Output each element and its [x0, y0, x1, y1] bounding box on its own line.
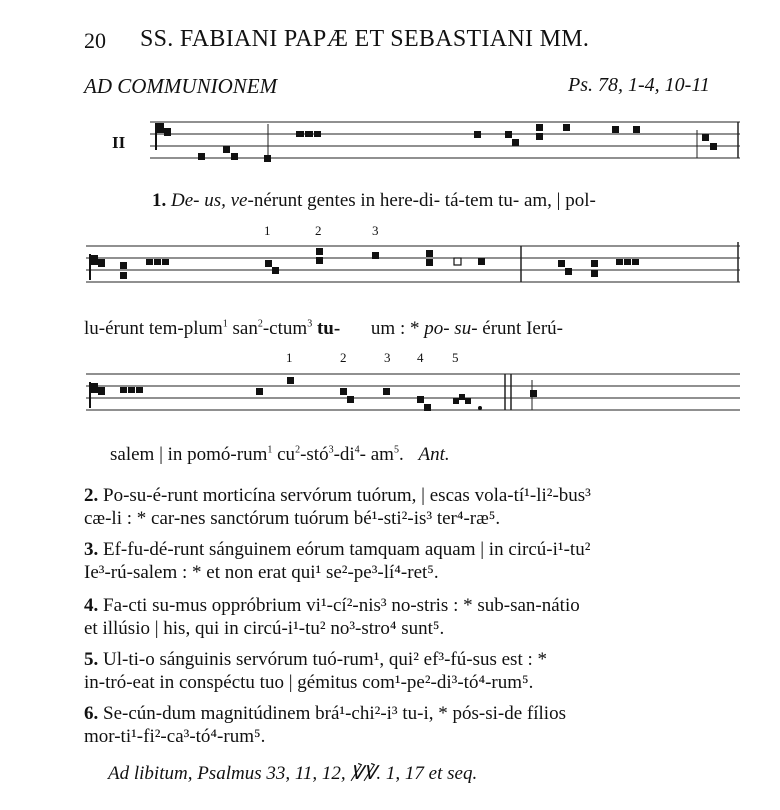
chant-text-b: cu — [272, 444, 296, 465]
marker-line2-1: 1 — [286, 350, 293, 365]
chant-text-d: tu- — [312, 318, 341, 339]
verse-number: 6. — [84, 703, 99, 724]
verse-6 — [84, 702, 734, 748]
chant-text-d: -di — [333, 444, 355, 465]
sup-1: 1 — [222, 318, 228, 330]
sup-2: 2 — [295, 444, 301, 456]
verse-3 — [84, 538, 734, 584]
incipit: De- us, ve- — [171, 190, 254, 211]
chant-text-c: -ctum — [262, 318, 308, 339]
psalm-reference: Ps. 78, 1-4, 10-11 — [568, 74, 710, 96]
verse-number: 4. — [84, 595, 99, 616]
sup-4: 4 — [354, 444, 360, 456]
chant-text-f: . — [398, 444, 404, 465]
chant-text-e: - am — [359, 444, 394, 465]
marker-3: 3 — [372, 223, 379, 238]
verse-number: 3. — [84, 539, 99, 560]
verse-5 — [84, 648, 734, 694]
chant-text-line-3 — [110, 444, 450, 466]
chant-text-c: -stó — [300, 444, 329, 465]
verse-line: Fa-cti su-mus oppróbrium vi¹-cí²-nis³ no-stris : * sub-san-nátio — [103, 595, 580, 616]
verse-line: cæ-li : * car-nes sanctórum tuórum bé¹-sti²-is³ ter⁴-ræ⁵. — [84, 508, 501, 529]
sup-1: 1 — [267, 444, 273, 456]
marker-line2-5: 5 — [452, 350, 459, 365]
verse-line: Ef-fu-dé-runt sánguinem eórum tamquam aquam | in circú-i¹-tu² — [103, 539, 591, 560]
verse-line: in-tró-eat in conspéctu tuo | gémitus com¹-pe²-di³-tó⁴-rum⁵. — [84, 672, 534, 693]
antiphon-marker: Ant. — [418, 444, 450, 465]
verse-2 — [84, 484, 734, 530]
mode-numeral: II — [112, 133, 126, 152]
verse-line: Ie³-rú-salem : * et non erat qui¹ se²-pe³-lí⁴-ret⁵. — [84, 562, 439, 583]
verse-line: Se-cún-dum magnitúdinem brá¹-chi²-i³ tu-i, * pós-si-de fílios — [103, 703, 566, 724]
chant-text-a: lu-érunt tem-plum — [84, 318, 223, 339]
verse-line: Ul-ti-o sánguinis servórum tuó-rum¹, qui² ef³-fú-sus est : * — [103, 649, 547, 670]
section-label: AD COMMUNIONEM — [84, 74, 278, 98]
verse-number: 5. — [84, 649, 99, 670]
marker-line2-2: 2 — [340, 350, 347, 365]
sup-3: 3 — [328, 444, 334, 456]
verse-4 — [84, 594, 734, 640]
chant-text-g: érunt Ierú- — [482, 318, 564, 339]
chant-text-a: salem | in pomó-rum — [110, 444, 268, 465]
marker-line2-3: 3 — [384, 350, 391, 365]
chant-text-b: san — [227, 318, 258, 339]
chant-text-f: po- su- — [424, 318, 478, 339]
sup-2: 2 — [257, 318, 263, 330]
chant-text: nérunt gentes in here-di- tá-tem tu- am, | pol- — [253, 190, 596, 211]
page-number: 20 — [84, 28, 106, 53]
sup-5: 5 — [393, 444, 399, 456]
marker-line2-4: 4 — [417, 350, 424, 365]
sup-3: 3 — [307, 318, 313, 330]
verse-number: 1. — [152, 190, 167, 211]
verse-line: mor-ti¹-fi²-ca³-tó⁴-rum⁵. — [84, 726, 266, 747]
footer-rubric: Ad libitum, Psalmus 33, 11, 12, ℣℣. 1, 17 et seq. — [108, 763, 478, 784]
marker-2: 2 — [315, 223, 322, 238]
page-title: SS. FABIANI PAPÆ ET SEBASTIANI MM. — [140, 26, 590, 52]
verse-number: 2. — [84, 485, 99, 506]
verse-line: Po-su-é-runt morticína servórum tuórum, | escas vola-tí¹-li²-bus³ — [103, 485, 591, 506]
marker-1: 1 — [264, 223, 271, 238]
chant-text-e: um : * — [370, 318, 420, 339]
verse-line: et illúsio | his, qui in circú-i¹-tu² no³-stro⁴ sunt⁵. — [84, 618, 445, 639]
